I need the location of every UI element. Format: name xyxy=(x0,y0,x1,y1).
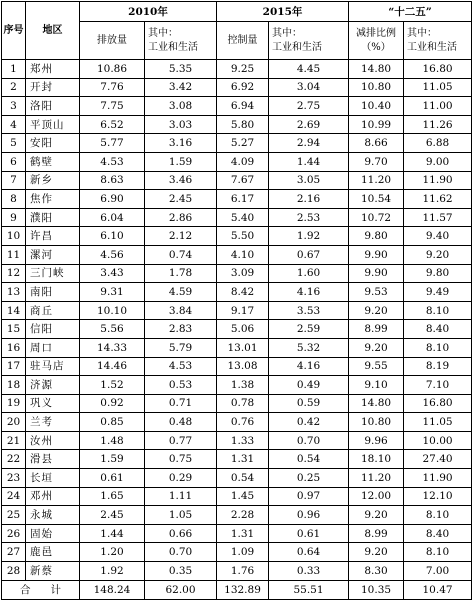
row-control-2015: 5.80 xyxy=(217,115,269,134)
row-region: 焦作 xyxy=(26,190,80,209)
table-row xyxy=(2,152,472,171)
table-row xyxy=(2,413,472,432)
row-sub-2015: 0.67 xyxy=(269,245,349,264)
row-emission-2010: 1.59 xyxy=(80,450,145,469)
total-label xyxy=(2,580,80,599)
row-sub-2010: 3.03 xyxy=(145,115,217,134)
header-sub-reduction xyxy=(404,22,472,60)
row-reduction-sub: 8.19 xyxy=(404,357,472,376)
row-number: 17 xyxy=(2,357,26,376)
row-sub-2015: 4.16 xyxy=(269,283,349,302)
total-control-2015: 132.89 xyxy=(217,580,269,599)
row-reduction: 9.20 xyxy=(349,506,404,525)
row-region: 商丘 xyxy=(26,301,80,320)
row-reduction-sub: 9.20 xyxy=(404,245,472,264)
row-number: 2 xyxy=(2,78,26,97)
row-emission-2010: 6.10 xyxy=(80,227,145,246)
row-emission-2010: 14.46 xyxy=(80,357,145,376)
row-sub-2010: 1.11 xyxy=(145,487,217,506)
total-sub-2015: 55.51 xyxy=(269,580,349,599)
row-reduction-sub: 6.88 xyxy=(404,134,472,153)
row-emission-2010: 5.77 xyxy=(80,134,145,153)
row-control-2015: 0.76 xyxy=(217,413,269,432)
row-region: 周口 xyxy=(26,338,80,357)
header-sub-2015-line1: 其中： xyxy=(272,27,303,39)
row-sub-2010: 0.48 xyxy=(145,413,217,432)
row-sub-2015: 0.49 xyxy=(269,376,349,395)
row-emission-2010: 0.85 xyxy=(80,413,145,432)
row-region: 新蔡 xyxy=(26,562,80,581)
row-reduction-sub: 11.05 xyxy=(404,413,472,432)
row-reduction-sub: 9.40 xyxy=(404,227,472,246)
row-region: 济源 xyxy=(26,376,80,395)
row-sub-2015: 5.32 xyxy=(269,338,349,357)
table-row xyxy=(2,394,472,413)
row-reduction-sub: 8.10 xyxy=(404,338,472,357)
row-reduction-sub: 11.62 xyxy=(404,190,472,209)
table-row xyxy=(2,78,472,97)
row-sub-2010: 0.66 xyxy=(145,524,217,543)
row-region: 南阳 xyxy=(26,283,80,302)
row-sub-2010: 0.74 xyxy=(145,245,217,264)
row-reduction: 10.80 xyxy=(349,78,404,97)
row-reduction-sub: 9.49 xyxy=(404,283,472,302)
table-row xyxy=(2,208,472,227)
row-reduction-sub: 16.80 xyxy=(404,394,472,413)
row-emission-2010: 7.76 xyxy=(80,78,145,97)
row-reduction-sub: 11.90 xyxy=(404,171,472,190)
row-sub-2010: 2.83 xyxy=(145,320,217,339)
row-number: 11 xyxy=(2,245,26,264)
row-reduction: 9.53 xyxy=(349,283,404,302)
row-reduction: 9.20 xyxy=(349,301,404,320)
row-reduction: 10.99 xyxy=(349,115,404,134)
row-reduction: 12.00 xyxy=(349,487,404,506)
row-control-2015: 3.09 xyxy=(217,264,269,283)
row-reduction-sub: 27.40 xyxy=(404,450,472,469)
row-reduction-sub: 11.57 xyxy=(404,208,472,227)
row-reduction: 9.20 xyxy=(349,543,404,562)
header-row-1 xyxy=(2,2,472,22)
row-sub-2015: 2.75 xyxy=(269,97,349,116)
row-sub-2010: 5.35 xyxy=(145,60,217,79)
row-region: 开封 xyxy=(26,78,80,97)
table-row xyxy=(2,562,472,581)
row-reduction-sub: 7.10 xyxy=(404,376,472,395)
row-sub-2010: 0.75 xyxy=(145,450,217,469)
row-reduction: 8.30 xyxy=(349,562,404,581)
row-sub-2010: 0.53 xyxy=(145,376,217,395)
row-sub-2010: 0.70 xyxy=(145,543,217,562)
row-reduction-sub: 7.00 xyxy=(404,562,472,581)
total-row xyxy=(2,580,472,599)
row-number: 13 xyxy=(2,283,26,302)
row-control-2015: 1.76 xyxy=(217,562,269,581)
row-sub-2015: 3.53 xyxy=(269,301,349,320)
table-row xyxy=(2,376,472,395)
table-row xyxy=(2,245,472,264)
row-emission-2010: 6.52 xyxy=(80,115,145,134)
row-number: 27 xyxy=(2,543,26,562)
row-region: 长垣 xyxy=(26,469,80,488)
row-region: 固始 xyxy=(26,524,80,543)
row-region: 兰考 xyxy=(26,413,80,432)
row-number: 10 xyxy=(2,227,26,246)
row-control-2015: 0.54 xyxy=(217,469,269,488)
table-row xyxy=(2,97,472,116)
row-control-2015: 1.38 xyxy=(217,376,269,395)
row-region: 鹿邑 xyxy=(26,543,80,562)
row-sub-2010: 1.78 xyxy=(145,264,217,283)
table-row xyxy=(2,357,472,376)
row-number: 12 xyxy=(2,264,26,283)
row-sub-2015: 0.96 xyxy=(269,506,349,525)
row-sub-2010: 0.35 xyxy=(145,562,217,581)
row-sub-2015: 2.94 xyxy=(269,134,349,153)
header-sub-2010-line2: 工业和生活 xyxy=(148,41,198,53)
row-number: 16 xyxy=(2,338,26,357)
row-reduction: 9.20 xyxy=(349,338,404,357)
row-region: 郑州 xyxy=(26,60,80,79)
table-row xyxy=(2,115,472,134)
row-reduction-sub: 11.26 xyxy=(404,115,472,134)
row-region: 平顶山 xyxy=(26,115,80,134)
header-region: 地区 xyxy=(26,2,80,60)
row-control-2015: 1.09 xyxy=(217,543,269,562)
row-reduction: 9.96 xyxy=(349,431,404,450)
row-control-2015: 1.31 xyxy=(217,450,269,469)
row-reduction-sub: 11.00 xyxy=(404,97,472,116)
row-region: 汝州 xyxy=(26,431,80,450)
row-sub-2010: 1.05 xyxy=(145,506,217,525)
table-row xyxy=(2,301,472,320)
total-label-a: 合 xyxy=(19,583,31,596)
row-number: 3 xyxy=(2,97,26,116)
header-reduction xyxy=(349,22,404,60)
row-control-2015: 6.94 xyxy=(217,97,269,116)
row-reduction-sub: 11.90 xyxy=(404,469,472,488)
row-reduction: 18.10 xyxy=(349,450,404,469)
total-reduction: 10.35 xyxy=(349,580,404,599)
row-control-2015: 0.78 xyxy=(217,394,269,413)
header-sub-2015 xyxy=(269,22,349,60)
table-row xyxy=(2,450,472,469)
row-sub-2010: 3.16 xyxy=(145,134,217,153)
row-region: 信阳 xyxy=(26,320,80,339)
row-number: 14 xyxy=(2,301,26,320)
row-emission-2010: 4.53 xyxy=(80,152,145,171)
row-number: 4 xyxy=(2,115,26,134)
row-reduction-sub: 16.80 xyxy=(404,60,472,79)
row-control-2015: 6.92 xyxy=(217,78,269,97)
table-row xyxy=(2,283,472,302)
row-region: 许昌 xyxy=(26,227,80,246)
row-reduction: 10.40 xyxy=(349,97,404,116)
header-reduction-line2: （%） xyxy=(361,41,391,53)
row-control-2015: 4.10 xyxy=(217,245,269,264)
row-control-2015: 2.28 xyxy=(217,506,269,525)
row-reduction: 9.70 xyxy=(349,152,404,171)
row-reduction-sub: 8.10 xyxy=(404,301,472,320)
row-control-2015: 9.25 xyxy=(217,60,269,79)
row-region: 巩义 xyxy=(26,394,80,413)
row-reduction: 8.66 xyxy=(349,134,404,153)
row-sub-2015: 1.60 xyxy=(269,264,349,283)
row-number: 21 xyxy=(2,431,26,450)
row-reduction: 10.72 xyxy=(349,208,404,227)
row-reduction: 8.99 xyxy=(349,320,404,339)
row-number: 18 xyxy=(2,376,26,395)
total-label-b: 计 xyxy=(50,583,62,596)
total-sub-2010: 62.00 xyxy=(145,580,217,599)
row-sub-2015: 3.05 xyxy=(269,171,349,190)
row-control-2015: 5.27 xyxy=(217,134,269,153)
row-sub-2015: 1.44 xyxy=(269,152,349,171)
row-reduction: 10.80 xyxy=(349,413,404,432)
row-region: 洛阳 xyxy=(26,97,80,116)
row-number: 23 xyxy=(2,469,26,488)
row-emission-2010: 3.43 xyxy=(80,264,145,283)
row-region: 漯河 xyxy=(26,245,80,264)
row-sub-2015: 4.45 xyxy=(269,60,349,79)
table-row xyxy=(2,60,472,79)
row-sub-2010: 4.53 xyxy=(145,357,217,376)
row-reduction: 10.54 xyxy=(349,190,404,209)
row-emission-2010: 0.92 xyxy=(80,394,145,413)
total-reduction-sub: 10.47 xyxy=(404,580,472,599)
row-sub-2015: 0.54 xyxy=(269,450,349,469)
row-reduction: 8.99 xyxy=(349,524,404,543)
header-emission-2010: 排放量 xyxy=(80,22,145,60)
header-sub-2010-line1: 其中： xyxy=(148,27,178,39)
row-reduction-sub: 8.10 xyxy=(404,506,472,525)
row-control-2015: 7.67 xyxy=(217,171,269,190)
row-sub-2015: 4.16 xyxy=(269,357,349,376)
row-sub-2010: 0.77 xyxy=(145,431,217,450)
header-sub-2015-line2: 工业和生活 xyxy=(272,41,323,53)
header-control-2015: 控制量 xyxy=(217,22,269,60)
row-sub-2010: 2.86 xyxy=(145,208,217,227)
row-emission-2010: 6.90 xyxy=(80,190,145,209)
row-region: 驻马店 xyxy=(26,357,80,376)
row-emission-2010: 1.65 xyxy=(80,487,145,506)
row-sub-2015: 3.04 xyxy=(269,78,349,97)
row-sub-2015: 2.59 xyxy=(269,320,349,339)
row-emission-2010: 0.61 xyxy=(80,469,145,488)
row-emission-2010: 6.04 xyxy=(80,208,145,227)
row-region: 滑县 xyxy=(26,450,80,469)
header-2010: 2010年 xyxy=(80,2,217,22)
row-reduction: 11.20 xyxy=(349,469,404,488)
row-reduction-sub: 11.05 xyxy=(404,78,472,97)
row-sub-2010: 1.59 xyxy=(145,152,217,171)
row-number: 1 xyxy=(2,60,26,79)
row-region: 鹤壁 xyxy=(26,152,80,171)
header-sub-reduction-line1: 其中： xyxy=(407,27,438,39)
header-plan: “十二五” xyxy=(349,2,472,22)
row-emission-2010: 2.45 xyxy=(80,506,145,525)
table-row xyxy=(2,506,472,525)
row-sub-2010: 0.71 xyxy=(145,394,217,413)
row-sub-2015: 0.97 xyxy=(269,487,349,506)
row-control-2015: 13.08 xyxy=(217,357,269,376)
row-sub-2015: 2.53 xyxy=(269,208,349,227)
row-control-2015: 6.17 xyxy=(217,190,269,209)
table-row xyxy=(2,524,472,543)
row-sub-2010: 3.84 xyxy=(145,301,217,320)
row-sub-2015: 0.70 xyxy=(269,431,349,450)
row-reduction-sub: 8.40 xyxy=(404,524,472,543)
row-number: 24 xyxy=(2,487,26,506)
row-sub-2015: 2.16 xyxy=(269,190,349,209)
row-reduction-sub: 9.80 xyxy=(404,264,472,283)
row-sub-2015: 0.59 xyxy=(269,394,349,413)
table-row xyxy=(2,543,472,562)
row-reduction: 11.20 xyxy=(349,171,404,190)
header-sub-2010 xyxy=(145,22,217,60)
row-control-2015: 8.42 xyxy=(217,283,269,302)
row-region: 新乡 xyxy=(26,171,80,190)
row-sub-2015: 0.64 xyxy=(269,543,349,562)
row-control-2015: 1.33 xyxy=(217,431,269,450)
row-control-2015: 5.40 xyxy=(217,208,269,227)
row-reduction-sub: 9.00 xyxy=(404,152,472,171)
row-number: 6 xyxy=(2,152,26,171)
row-number: 25 xyxy=(2,506,26,525)
row-control-2015: 5.50 xyxy=(217,227,269,246)
row-number: 19 xyxy=(2,394,26,413)
row-reduction-sub: 10.00 xyxy=(404,431,472,450)
row-sub-2010: 0.29 xyxy=(145,469,217,488)
table-row xyxy=(2,264,472,283)
row-sub-2010: 4.59 xyxy=(145,283,217,302)
row-control-2015: 4.09 xyxy=(217,152,269,171)
row-region: 濮阳 xyxy=(26,208,80,227)
row-number: 28 xyxy=(2,562,26,581)
row-number: 22 xyxy=(2,450,26,469)
row-emission-2010: 10.86 xyxy=(80,60,145,79)
row-sub-2015: 0.61 xyxy=(269,524,349,543)
row-region: 邓州 xyxy=(26,487,80,506)
row-sub-2010: 5.79 xyxy=(145,338,217,357)
row-number: 9 xyxy=(2,208,26,227)
row-emission-2010: 1.20 xyxy=(80,543,145,562)
row-emission-2010: 10.10 xyxy=(80,301,145,320)
header-no: 序号 xyxy=(2,2,26,60)
row-emission-2010: 8.63 xyxy=(80,171,145,190)
row-sub-2010: 3.46 xyxy=(145,171,217,190)
header-sub-reduction-line2: 工业和生活 xyxy=(407,41,458,53)
table-row xyxy=(2,227,472,246)
row-number: 8 xyxy=(2,190,26,209)
row-sub-2015: 0.42 xyxy=(269,413,349,432)
data-table-container xyxy=(1,1,472,600)
table-row xyxy=(2,134,472,153)
row-control-2015: 5.06 xyxy=(217,320,269,339)
total-emission-2010: 148.24 xyxy=(80,580,145,599)
row-reduction: 9.10 xyxy=(349,376,404,395)
row-reduction: 14.80 xyxy=(349,60,404,79)
row-reduction: 14.80 xyxy=(349,394,404,413)
row-reduction: 9.55 xyxy=(349,357,404,376)
emission-table xyxy=(1,1,472,600)
row-emission-2010: 14.33 xyxy=(80,338,145,357)
row-control-2015: 1.31 xyxy=(217,524,269,543)
row-reduction-sub: 12.10 xyxy=(404,487,472,506)
row-reduction: 9.90 xyxy=(349,264,404,283)
row-sub-2010: 3.42 xyxy=(145,78,217,97)
row-emission-2010: 1.52 xyxy=(80,376,145,395)
row-number: 5 xyxy=(2,134,26,153)
row-sub-2015: 0.33 xyxy=(269,562,349,581)
row-number: 20 xyxy=(2,413,26,432)
row-emission-2010: 7.75 xyxy=(80,97,145,116)
row-reduction-sub: 8.40 xyxy=(404,320,472,339)
row-emission-2010: 1.44 xyxy=(80,524,145,543)
row-emission-2010: 5.56 xyxy=(80,320,145,339)
row-emission-2010: 4.56 xyxy=(80,245,145,264)
row-control-2015: 1.45 xyxy=(217,487,269,506)
row-control-2015: 13.01 xyxy=(217,338,269,357)
table-row xyxy=(2,469,472,488)
row-emission-2010: 9.31 xyxy=(80,283,145,302)
row-number: 15 xyxy=(2,320,26,339)
table-row xyxy=(2,190,472,209)
row-emission-2010: 1.92 xyxy=(80,562,145,581)
row-reduction-sub: 8.10 xyxy=(404,543,472,562)
row-reduction: 9.80 xyxy=(349,227,404,246)
row-sub-2010: 2.45 xyxy=(145,190,217,209)
table-row xyxy=(2,171,472,190)
table-row xyxy=(2,487,472,506)
row-number: 7 xyxy=(2,171,26,190)
table-row xyxy=(2,338,472,357)
table-row xyxy=(2,320,472,339)
row-region: 安阳 xyxy=(26,134,80,153)
header-reduction-line1: 减排比例 xyxy=(356,27,397,39)
row-number: 26 xyxy=(2,524,26,543)
row-sub-2015: 1.92 xyxy=(269,227,349,246)
row-region: 三门峡 xyxy=(26,264,80,283)
header-2015: 2015年 xyxy=(217,2,349,22)
row-reduction: 9.90 xyxy=(349,245,404,264)
row-emission-2010: 1.48 xyxy=(80,431,145,450)
table-row xyxy=(2,431,472,450)
row-sub-2015: 0.25 xyxy=(269,469,349,488)
row-control-2015: 9.17 xyxy=(217,301,269,320)
row-sub-2010: 3.08 xyxy=(145,97,217,116)
row-sub-2015: 2.69 xyxy=(269,115,349,134)
row-sub-2010: 2.12 xyxy=(145,227,217,246)
row-region: 永城 xyxy=(26,506,80,525)
